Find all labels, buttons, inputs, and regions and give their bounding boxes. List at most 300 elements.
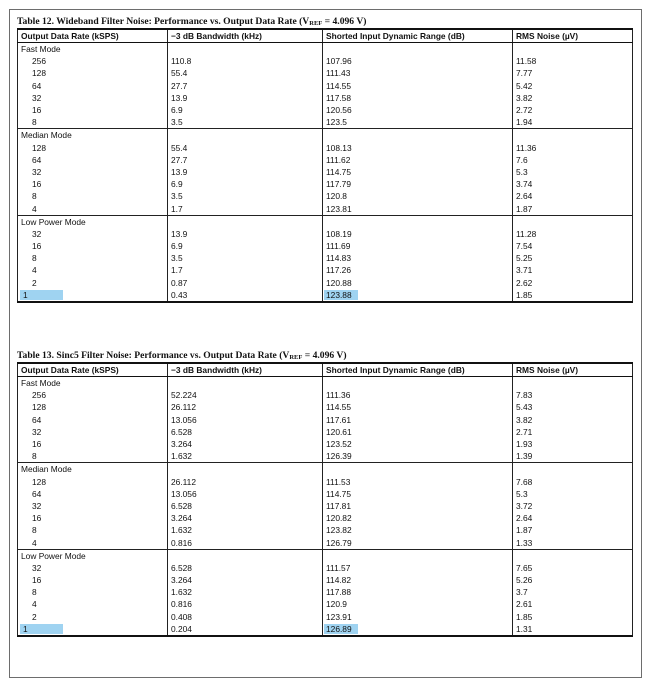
table-row <box>18 55 633 67</box>
cell-text: 120.9 <box>326 599 347 610</box>
cell-text: 7.83 <box>516 390 533 401</box>
cell-dynamic-range <box>323 92 513 104</box>
cell-text: 126.89 <box>324 624 358 634</box>
cell-rms-noise <box>513 450 633 463</box>
cell-rms-noise <box>513 202 633 215</box>
cell-dynamic-range <box>323 500 513 512</box>
table-row <box>18 289 633 302</box>
cell-dynamic-range <box>323 611 513 623</box>
cell-bandwidth <box>168 512 323 524</box>
cell-text: 6.9 <box>171 105 183 116</box>
cell-text: 32 <box>32 500 42 511</box>
cell-text: 16 <box>32 105 42 116</box>
cell-rms-noise <box>513 611 633 623</box>
mode-row <box>18 129 633 142</box>
cell-text: 4 <box>32 265 37 276</box>
table-12-title <box>17 15 632 28</box>
cell-data-rate <box>18 488 168 500</box>
cell-text: 256 <box>32 390 46 401</box>
cell-text: 0.816 <box>171 537 192 548</box>
mode-label: Low Power Mode <box>18 549 168 562</box>
cell-dynamic-range <box>323 450 513 463</box>
table-12 <box>17 28 633 303</box>
cell-text: 4 <box>32 537 37 548</box>
cell-dynamic-range <box>323 536 513 549</box>
cell-text: 1.93 <box>516 439 533 450</box>
table-13-title-end: = 4.096 V) <box>302 350 347 361</box>
cell-text: 114.83 <box>326 253 351 264</box>
cell-rms-noise <box>513 277 633 289</box>
cell-bandwidth <box>168 450 323 463</box>
mode-row <box>18 43 633 56</box>
table-row <box>18 92 633 104</box>
cell-dynamic-range <box>323 67 513 79</box>
cell-text: 1.87 <box>516 203 533 214</box>
table-row <box>18 67 633 79</box>
cell-text: 114.75 <box>326 166 351 177</box>
cell-rms-noise <box>513 598 633 610</box>
table-row <box>18 277 633 289</box>
cell-dynamic-range <box>323 389 513 401</box>
cell-bandwidth <box>168 116 323 129</box>
cell-data-rate <box>18 277 168 289</box>
table-row <box>18 476 633 488</box>
cell-dynamic-range <box>323 264 513 276</box>
cell-bandwidth <box>168 240 323 252</box>
cell-rms-noise <box>513 154 633 166</box>
cell-rms-noise <box>513 240 633 252</box>
table-row <box>18 228 633 240</box>
cell-rms-noise <box>513 264 633 276</box>
cell-text: 4 <box>32 203 37 214</box>
empty-cell <box>513 43 633 56</box>
cell-data-rate <box>18 476 168 488</box>
cell-text: 32 <box>32 166 42 177</box>
table-row <box>18 389 633 401</box>
cell-text: 7.68 <box>516 476 533 487</box>
cell-rms-noise <box>513 562 633 574</box>
cell-dynamic-range <box>323 80 513 92</box>
cell-dynamic-range <box>323 574 513 586</box>
table-row <box>18 166 633 178</box>
cell-text: 16 <box>32 513 42 524</box>
cell-text: 126.79 <box>326 537 352 548</box>
cell-text: 1.7 <box>171 265 183 276</box>
cell-data-rate <box>18 611 168 623</box>
cell-text: 3.264 <box>171 575 192 586</box>
cell-text: 55.4 <box>171 68 188 79</box>
cell-dynamic-range <box>323 414 513 426</box>
cell-data-rate <box>18 80 168 92</box>
cell-text: 2.64 <box>516 513 533 524</box>
cell-text: 114.82 <box>326 575 351 586</box>
cell-data-rate <box>18 426 168 438</box>
cell-bandwidth <box>168 389 323 401</box>
cell-dynamic-range <box>323 55 513 67</box>
cell-text: 8 <box>32 587 37 598</box>
cell-dynamic-range <box>323 476 513 488</box>
cell-rms-noise <box>513 574 633 586</box>
cell-text: 64 <box>32 488 42 499</box>
cell-bandwidth <box>168 438 323 450</box>
column-header: Output Data Rate (kSPS) <box>18 363 168 377</box>
cell-text: 13.9 <box>171 228 188 239</box>
table-12-title-main: Table 12. Wideband Filter Noise: Performance vs. Output Data Rate (V <box>17 16 310 27</box>
cell-rms-noise <box>513 92 633 104</box>
cell-text: 1 <box>20 290 63 300</box>
cell-text: 2.71 <box>516 426 533 437</box>
cell-text: 7.6 <box>516 154 528 165</box>
cell-bandwidth <box>168 178 323 190</box>
cell-data-rate <box>18 389 168 401</box>
cell-text: 117.26 <box>326 265 351 276</box>
cell-rms-noise <box>513 524 633 536</box>
cell-text: 3.5 <box>171 191 183 202</box>
cell-text: 16 <box>32 179 42 190</box>
cell-bandwidth <box>168 488 323 500</box>
table-row <box>18 500 633 512</box>
table-13-header-row <box>18 363 633 377</box>
cell-text: 1 <box>20 624 63 634</box>
cell-rms-noise <box>513 536 633 549</box>
cell-rms-noise <box>513 228 633 240</box>
table-row <box>18 598 633 610</box>
empty-cell <box>323 215 513 228</box>
cell-text: 8 <box>32 117 37 128</box>
cell-text: 123.82 <box>326 525 352 536</box>
cell-dynamic-range <box>323 277 513 289</box>
cell-bandwidth <box>168 611 323 623</box>
table-row <box>18 536 633 549</box>
cell-text: 13.9 <box>171 166 188 177</box>
cell-text: 1.7 <box>171 203 183 214</box>
cell-text: 111.43 <box>326 68 351 79</box>
empty-cell <box>168 129 323 142</box>
column-header: Output Data Rate (kSPS) <box>18 29 168 43</box>
cell-text: 128 <box>32 476 46 487</box>
cell-text: 111.53 <box>326 476 351 487</box>
cell-dynamic-range <box>323 512 513 524</box>
cell-text: 8 <box>32 525 37 536</box>
cell-text: 117.58 <box>326 92 351 103</box>
cell-dynamic-range <box>323 598 513 610</box>
cell-text: 6.9 <box>171 241 183 252</box>
cell-dynamic-range <box>323 586 513 598</box>
cell-rms-noise <box>513 116 633 129</box>
cell-data-rate <box>18 536 168 549</box>
table-row <box>18 116 633 129</box>
cell-dynamic-range <box>323 488 513 500</box>
table-row <box>18 426 633 438</box>
table-row <box>18 611 633 623</box>
empty-cell <box>513 129 633 142</box>
cell-text: 114.55 <box>326 402 351 413</box>
cell-text: 111.62 <box>326 154 351 165</box>
cell-bandwidth <box>168 202 323 215</box>
cell-bandwidth <box>168 574 323 586</box>
table-12-title-sub: REF <box>309 20 323 27</box>
empty-cell <box>168 463 323 476</box>
cell-rms-noise <box>513 67 633 79</box>
cell-bandwidth <box>168 476 323 488</box>
cell-text: 111.57 <box>326 562 351 573</box>
table-13 <box>17 362 633 637</box>
table-row <box>18 80 633 92</box>
cell-rms-noise <box>513 80 633 92</box>
cell-text: 2.64 <box>516 191 533 202</box>
cell-text: 8 <box>32 451 37 462</box>
cell-text: 5.42 <box>516 80 533 91</box>
cell-text: 32 <box>32 228 42 239</box>
cell-rms-noise <box>513 586 633 598</box>
empty-cell <box>323 43 513 56</box>
table-12-block <box>17 15 632 303</box>
table-row <box>18 401 633 413</box>
empty-cell <box>513 377 633 390</box>
cell-text: 6.9 <box>171 179 183 190</box>
cell-text: 11.58 <box>516 56 537 67</box>
mode-label: Low Power Mode <box>18 215 168 228</box>
cell-text: 1.87 <box>516 525 533 536</box>
mode-row <box>18 463 633 476</box>
cell-text: 123.5 <box>326 117 347 128</box>
table-13-title-sub: REF <box>289 354 303 361</box>
mode-row <box>18 215 633 228</box>
cell-text: 3.5 <box>171 117 183 128</box>
cell-text: 16 <box>32 575 42 586</box>
cell-text: 120.82 <box>326 513 352 524</box>
cell-text: 123.81 <box>326 203 352 214</box>
cell-bandwidth <box>168 277 323 289</box>
cell-rms-noise <box>513 190 633 202</box>
cell-text: 128 <box>32 68 46 79</box>
cell-rms-noise <box>513 623 633 636</box>
cell-text: 256 <box>32 56 46 67</box>
mode-row <box>18 549 633 562</box>
cell-bandwidth <box>168 562 323 574</box>
cell-data-rate <box>18 252 168 264</box>
cell-rms-noise <box>513 104 633 116</box>
cell-rms-noise <box>513 438 633 450</box>
empty-cell <box>168 549 323 562</box>
cell-text: 1.31 <box>516 623 533 634</box>
cell-text: 11.28 <box>516 228 537 239</box>
empty-cell <box>323 129 513 142</box>
table-row <box>18 623 633 636</box>
cell-bandwidth <box>168 190 323 202</box>
cell-data-rate <box>18 598 168 610</box>
cell-dynamic-range <box>323 166 513 178</box>
cell-data-rate <box>18 623 168 636</box>
table-row <box>18 488 633 500</box>
cell-text: 32 <box>32 562 42 573</box>
cell-rms-noise <box>513 500 633 512</box>
table-13-title-main: Table 13. Sinc5 Filter Noise: Performance vs. Output Data Rate (V <box>17 350 290 361</box>
cell-data-rate <box>18 228 168 240</box>
cell-text: 64 <box>32 414 42 425</box>
cell-dynamic-range <box>323 116 513 129</box>
cell-text: 16 <box>32 241 42 252</box>
cell-dynamic-range <box>323 438 513 450</box>
cell-data-rate <box>18 512 168 524</box>
cell-rms-noise <box>513 289 633 302</box>
cell-text: 6.528 <box>171 500 192 511</box>
table-row <box>18 178 633 190</box>
cell-bandwidth <box>168 289 323 302</box>
cell-text: 108.19 <box>326 228 352 239</box>
cell-text: 114.75 <box>326 488 351 499</box>
cell-text: 120.8 <box>326 191 347 202</box>
cell-rms-noise <box>513 389 633 401</box>
empty-cell <box>168 377 323 390</box>
column-header: RMS Noise (µV) <box>513 29 633 43</box>
table-row <box>18 202 633 215</box>
cell-data-rate <box>18 104 168 116</box>
cell-data-rate <box>18 438 168 450</box>
cell-text: 2 <box>32 611 37 622</box>
empty-cell <box>168 215 323 228</box>
cell-text: 64 <box>32 154 42 165</box>
empty-cell <box>513 549 633 562</box>
cell-data-rate <box>18 178 168 190</box>
cell-text: 27.7 <box>171 80 188 91</box>
cell-text: 1.85 <box>516 611 533 622</box>
cell-dynamic-range <box>323 154 513 166</box>
empty-cell <box>323 549 513 562</box>
table-row <box>18 574 633 586</box>
table-row <box>18 414 633 426</box>
cell-rms-noise <box>513 476 633 488</box>
cell-text: 1.632 <box>171 525 192 536</box>
cell-data-rate <box>18 586 168 598</box>
cell-text: 3.74 <box>516 179 533 190</box>
cell-bandwidth <box>168 524 323 536</box>
cell-dynamic-range <box>323 623 513 636</box>
cell-text: 111.36 <box>326 390 351 401</box>
cell-bandwidth <box>168 623 323 636</box>
mode-label: Fast Mode <box>18 43 168 56</box>
cell-text: 3.7 <box>516 587 528 598</box>
cell-text: 32 <box>32 92 42 103</box>
cell-text: 0.87 <box>171 277 188 288</box>
cell-text: 64 <box>32 80 42 91</box>
cell-bandwidth <box>168 586 323 598</box>
cell-dynamic-range <box>323 289 513 302</box>
table-row <box>18 154 633 166</box>
cell-text: 120.88 <box>326 277 352 288</box>
cell-text: 1.632 <box>171 587 192 598</box>
cell-text: 4 <box>32 599 37 610</box>
empty-cell <box>168 43 323 56</box>
table-row <box>18 512 633 524</box>
cell-text: 0.408 <box>171 611 192 622</box>
cell-dynamic-range <box>323 178 513 190</box>
cell-text: 1.39 <box>516 451 533 462</box>
cell-text: 32 <box>32 426 42 437</box>
cell-text: 3.264 <box>171 439 192 450</box>
empty-cell <box>323 377 513 390</box>
empty-cell <box>323 463 513 476</box>
cell-text: 123.52 <box>326 439 352 450</box>
cell-text: 117.81 <box>326 500 351 511</box>
cell-text: 3.82 <box>516 92 533 103</box>
cell-bandwidth <box>168 92 323 104</box>
cell-rms-noise <box>513 178 633 190</box>
cell-text: 3.82 <box>516 414 533 425</box>
cell-data-rate <box>18 289 168 302</box>
cell-data-rate <box>18 166 168 178</box>
cell-text: 11.36 <box>516 142 537 153</box>
cell-data-rate <box>18 202 168 215</box>
cell-bandwidth <box>168 264 323 276</box>
cell-data-rate <box>18 116 168 129</box>
cell-rms-noise <box>513 252 633 264</box>
cell-bandwidth <box>168 228 323 240</box>
cell-text: 2.72 <box>516 105 533 116</box>
cell-dynamic-range <box>323 562 513 574</box>
empty-cell <box>513 215 633 228</box>
cell-data-rate <box>18 524 168 536</box>
table-row <box>18 104 633 116</box>
cell-text: 26.112 <box>171 402 196 413</box>
cell-text: 13.9 <box>171 92 188 103</box>
cell-data-rate <box>18 574 168 586</box>
cell-text: 6.528 <box>171 426 192 437</box>
table-row <box>18 240 633 252</box>
table-row <box>18 438 633 450</box>
cell-text: 1.33 <box>516 537 533 548</box>
cell-data-rate <box>18 414 168 426</box>
cell-text: 107.96 <box>326 56 352 67</box>
cell-text: 8 <box>32 253 37 264</box>
cell-text: 120.56 <box>326 105 352 116</box>
cell-rms-noise <box>513 414 633 426</box>
cell-text: 5.3 <box>516 166 528 177</box>
cell-text: 117.61 <box>326 414 351 425</box>
cell-bandwidth <box>168 80 323 92</box>
cell-rms-noise <box>513 55 633 67</box>
cell-text: 0.816 <box>171 599 192 610</box>
cell-text: 1.94 <box>516 117 533 128</box>
cell-text: 0.43 <box>171 289 188 300</box>
cell-text: 7.65 <box>516 562 533 573</box>
column-header: RMS Noise (µV) <box>513 363 633 377</box>
cell-data-rate <box>18 240 168 252</box>
cell-dynamic-range <box>323 228 513 240</box>
cell-data-rate <box>18 562 168 574</box>
cell-text: 52.224 <box>171 390 197 401</box>
table-row <box>18 562 633 574</box>
cell-data-rate <box>18 142 168 154</box>
cell-bandwidth <box>168 252 323 264</box>
cell-data-rate <box>18 55 168 67</box>
cell-data-rate <box>18 92 168 104</box>
cell-dynamic-range <box>323 426 513 438</box>
cell-text: 3.5 <box>171 253 183 264</box>
table-row <box>18 264 633 276</box>
mode-label: Fast Mode <box>18 377 168 390</box>
cell-dynamic-range <box>323 202 513 215</box>
cell-bandwidth <box>168 500 323 512</box>
cell-text: 16 <box>32 439 42 450</box>
table-13-title <box>17 349 632 362</box>
cell-data-rate <box>18 67 168 79</box>
cell-bandwidth <box>168 104 323 116</box>
cell-text: 114.55 <box>326 80 351 91</box>
cell-dynamic-range <box>323 524 513 536</box>
cell-text: 117.79 <box>326 179 351 190</box>
cell-text: 5.43 <box>516 402 533 413</box>
